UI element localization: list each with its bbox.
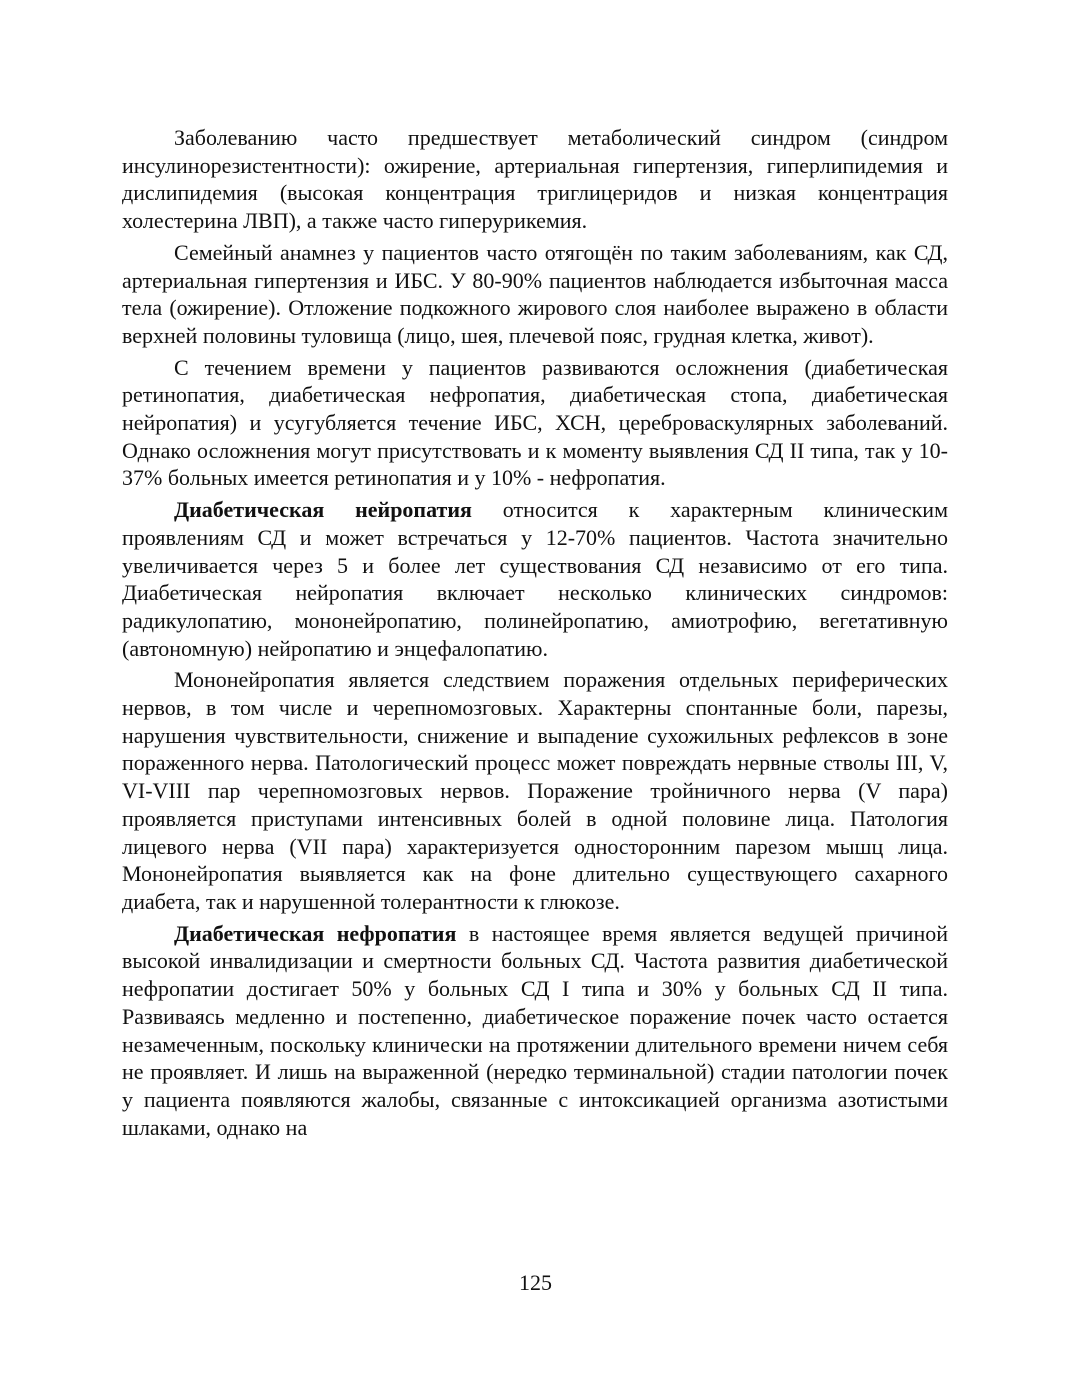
paragraph-text: Семейный анамнез у пациентов часто отягощён по таким заболеваниям, как СД, артериальная гипертензия и ИБС. У 80-90% пациентов наблюдается избыточная масса тела (ожирение). Отложение подкожного жирового слоя наиболее выражено в области верхней половины туловища (лицо, шея, плечевой пояс, грудная клетка, живот). xyxy=(122,239,948,348)
paragraph-text: Мононейропатия является следствием поражения отдельных периферических нервов, в том числе и черепномозговых. Характерны спонтанные боли, парезы, нарушения чувствительности, снижение и выпадение сухожильных рефлексов в зоне пораженного нерва. Патологический процесс может повреждать нервные стволы III, V, VI-VIII пар черепномозговых нервов. Поражение тройничного нерва (V пара) проявляется приступами интенсивных болей в одной половине лица. Патология лицевого нерва (VII пара) характеризуется односторонним парезом мышц лица. Мононейропатия выявляется как на фоне длительно существующего сахарного диабета, так и нарушенной толерантности к глюкозе. xyxy=(122,667,948,914)
paragraph-text: относится к характерным клиническим проявлениям СД и может встречаться у 12-70% пациентов. Частота значительно увеличивается через 5 и более лет существования СД независимо от его типа. Диабетическая нейропатия включает несколько клинических синдромов: радикулопатию, мононейропатию, полинейропатию, амиотрофию, вегетативную (автономную) нейропатию и энцефалопатию. xyxy=(122,497,948,661)
paragraph-family-history xyxy=(122,239,948,350)
term-diabetic-nephropathy: Диабетическая нефропатия xyxy=(174,920,457,946)
paragraph-text: С течением времени у пациентов развиваются осложнения (диабетическая ретинопатия, диабетическая нефропатия, диабетическая стопа, диабетическая нейропатия) и усугубляется течение ИБС, ХСН, цереброваскулярных заболеваний. Однако осложнения могут присутствовать и к моменту выявления СД II типа, так у 10-37% больных имеется ретинопатия и у 10% - нефропатия. xyxy=(122,354,948,491)
paragraph-metabolic-syndrome xyxy=(122,124,948,235)
page-number: 125 xyxy=(519,1270,552,1295)
document-body xyxy=(122,124,948,1145)
paragraph-complications xyxy=(122,354,948,493)
paragraph-text: в настоящее время является ведущей причиной высокой инвалидизации и смертности больных СД. Частота развития диабетической нефропатии достигает 50% у больных СД I типа и 30% у больных СД II типа. Развиваясь медленно и постепенно, диабетическое поражение почек часто остается незамеченным, поскольку клинически на протяжении длительного времени ничем себя не проявляет. И лишь на выраженной (нередко терминальной) стадии патологии почек у пациента появляются жалобы, связанные с интоксикацией организма азотистыми шлаками, однако на xyxy=(122,920,948,1140)
term-diabetic-neuropathy: Диабетическая нейропатия xyxy=(174,497,472,523)
paragraph-diabetic-nephropathy xyxy=(122,920,948,1142)
paragraph-diabetic-neuropathy xyxy=(122,496,948,662)
paragraph-mononeuropathy xyxy=(122,666,948,915)
paragraph-text: Заболеванию часто предшествует метаболический синдром (синдром инсулинорезистентности): ожирение, артериальная гипертензия, гиперлипидемия и дислипидемия (высокая концентрация триглицеридов и низкая концентрация холестерина ЛВП), а также часто гиперурикемия. xyxy=(122,125,948,234)
